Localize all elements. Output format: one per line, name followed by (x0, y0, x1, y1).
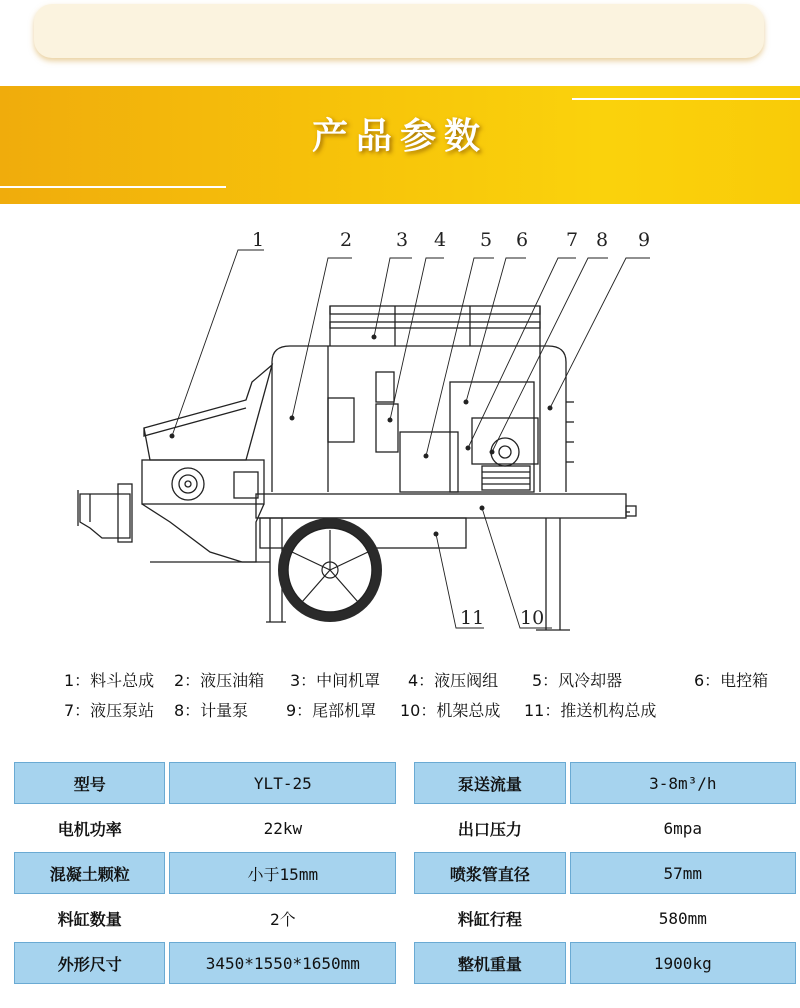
table-row (14, 942, 796, 984)
spec-label: 外形尺寸 (14, 942, 165, 984)
spec-label: 电机功率 (57, 819, 122, 839)
spec-value: 22kw (263, 818, 303, 838)
section-header (0, 86, 800, 204)
callout-8: 8 (596, 229, 609, 251)
legend-item: 10：机架总成 (400, 701, 501, 720)
spec-label: 混凝土颗粒 (14, 852, 165, 894)
spec-value: 6mpa (663, 818, 703, 838)
spec-label: 型号 (14, 762, 165, 804)
top-banner-bar (34, 4, 764, 58)
callout-1: 1 (252, 229, 265, 251)
legend-item: 3：中间机罩 (290, 671, 381, 690)
callout-7: 7 (566, 229, 579, 251)
spec-value: 1900kg (570, 942, 796, 984)
legend-row (64, 668, 794, 698)
spec-label: 料缸行程 (457, 909, 522, 929)
table-row (14, 808, 796, 848)
table-row (14, 762, 796, 804)
spec-value: 小于15mm (169, 852, 396, 894)
spec-label: 整机重量 (414, 942, 565, 984)
spec-label: 泵送流量 (414, 762, 565, 804)
legend-item: 2：液压油箱 (174, 671, 265, 690)
header-deco-line-right (572, 98, 800, 100)
callout-11: 11 (460, 607, 485, 629)
spec-label: 料缸数量 (57, 909, 122, 929)
spec-value: 3450*1550*1650mm (169, 942, 396, 984)
legend-item: 7：液压泵站 (64, 701, 155, 720)
legend-item: 5：风冷却器 (532, 671, 623, 690)
table-row (14, 852, 796, 894)
spec-value: 580mm (658, 908, 707, 928)
legend-item: 8：计量泵 (174, 701, 249, 720)
callout-2: 2 (340, 229, 353, 251)
spec-table (10, 758, 800, 988)
legend-item: 11：推送机构总成 (524, 701, 657, 720)
spec-value: 2个 (270, 909, 296, 929)
legend-item: 9：尾部机罩 (286, 701, 377, 720)
callout-10: 10 (520, 607, 545, 629)
callout-3: 3 (396, 229, 409, 251)
callout-5: 5 (480, 229, 493, 251)
spec-label: 喷浆管直径 (414, 852, 565, 894)
legend-item: 1：料斗总成 (64, 671, 155, 690)
wheel-icon (278, 518, 382, 622)
callout-4: 4 (434, 229, 447, 251)
legend-item: 4：液压阀组 (408, 671, 499, 690)
table-row (14, 898, 796, 938)
callout-9: 9 (638, 229, 651, 251)
legend-row (64, 698, 794, 728)
header-deco-line-left (0, 186, 226, 188)
legend-item: 6：电控箱 (694, 671, 769, 690)
section-title: 产品参数 (311, 116, 488, 157)
parts-legend (64, 668, 794, 728)
callout-6: 6 (516, 229, 529, 251)
machine-drawing (60, 222, 740, 652)
spec-label: 出口压力 (457, 819, 522, 839)
spec-value: 57mm (570, 852, 796, 894)
spec-value: 3-8m³/h (570, 762, 796, 804)
spec-value: YLT-25 (169, 762, 396, 804)
